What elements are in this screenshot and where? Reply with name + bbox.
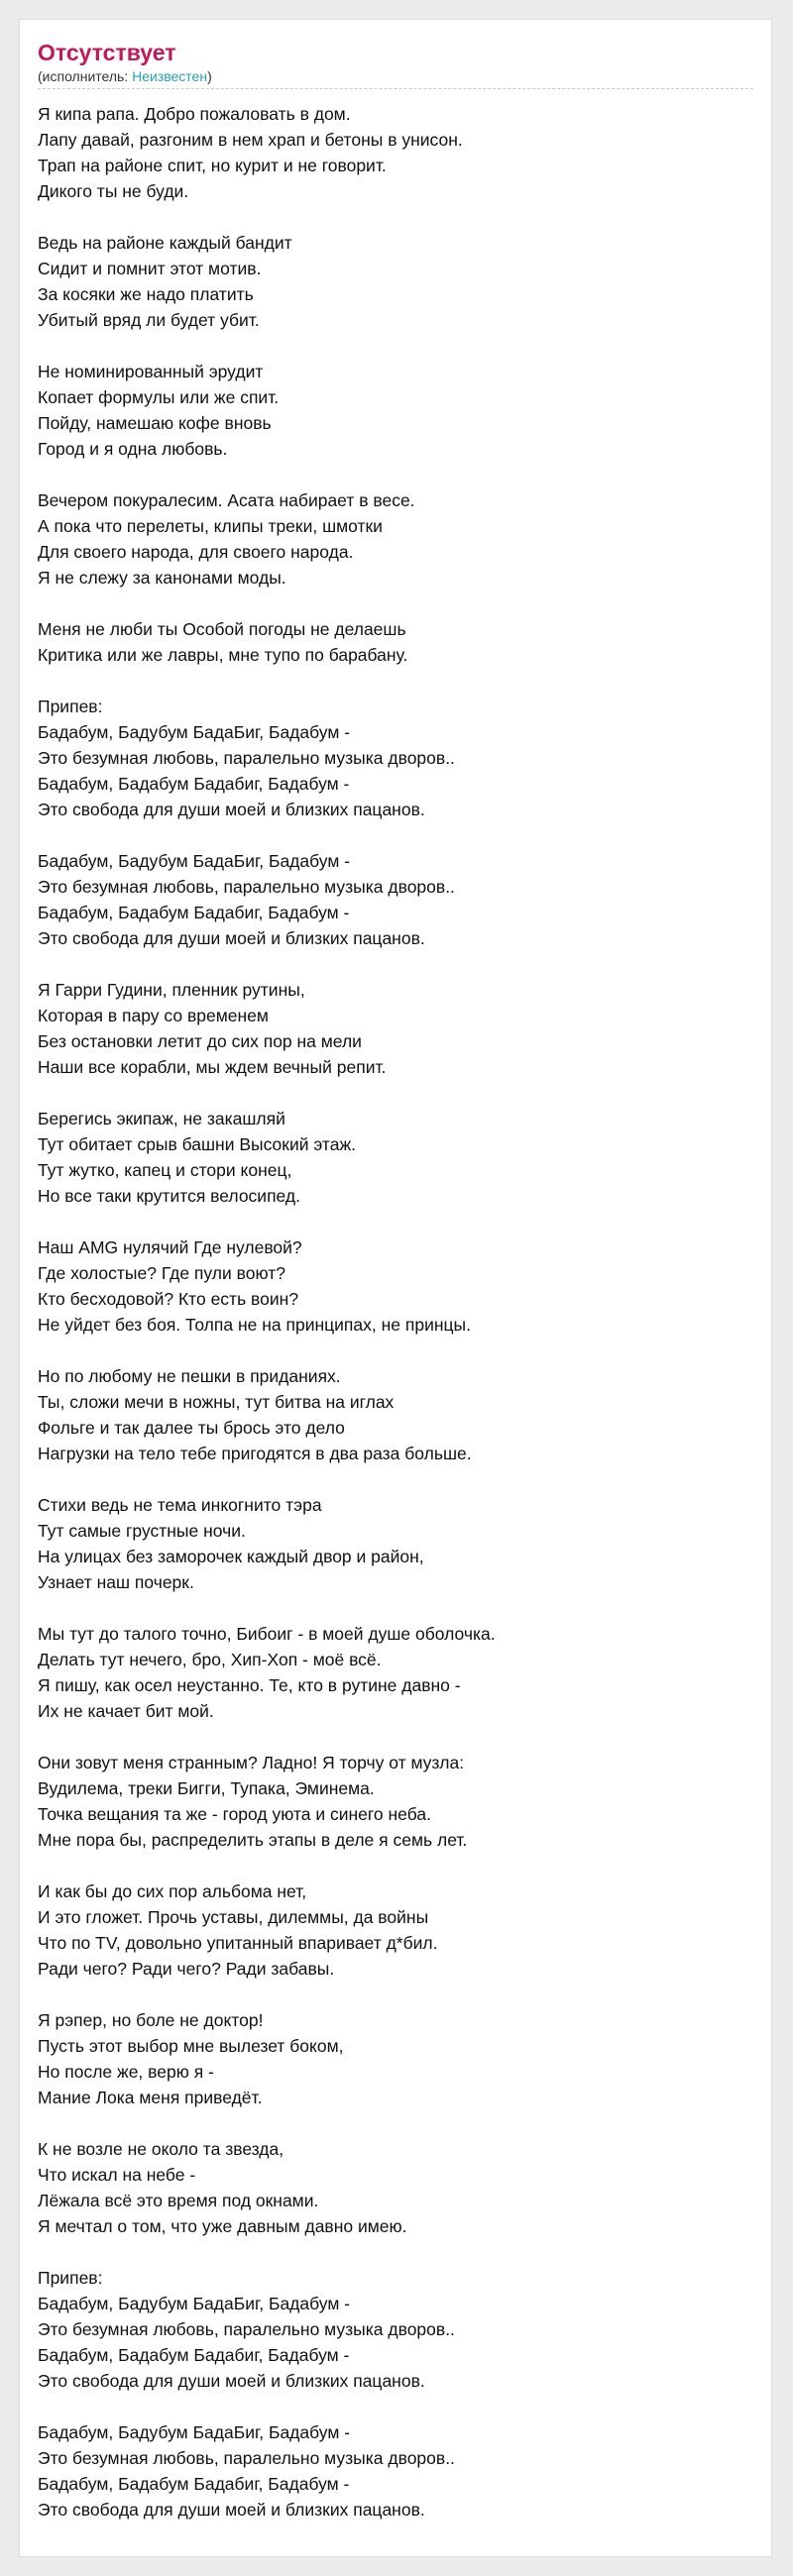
lyrics-stanza (38, 848, 753, 951)
lyrics-stanza (38, 101, 753, 204)
lyrics-line: Бадабум, Бадубум БадаБиг, Бадабум - (38, 851, 351, 871)
lyrics-line: Я Гарри Гудини, пленник рутины, (38, 980, 305, 1000)
lyrics-stanza (38, 2419, 753, 2522)
lyrics-line: Ради чего? Ради чего? Ради забавы. (38, 1959, 335, 1979)
lyrics-stanza (38, 2136, 753, 2239)
lyrics-line: Тут обитает срыв башни Высокий этаж. (38, 1134, 357, 1154)
song-title: Отсутствует (38, 40, 176, 65)
lyrics-line: Меня не люби ты Особой погоды не делаешь (38, 619, 406, 639)
lyrics-line: Бадабум, Бадубум БадаБиг, Бадабум - (38, 722, 351, 742)
lyrics-line: Наши все корабли, мы ждем вечный репит. (38, 1057, 387, 1077)
lyrics-line: А пока что перелеты, клипы треки, шмотки (38, 516, 383, 536)
lyrics-line: Не номинированный эрудит (38, 362, 264, 381)
lyrics-line: Ты, сложи мечи в ножны, тут битва на иглах (38, 1392, 395, 1412)
lyrics-line: Город и я одна любовь. (38, 439, 228, 459)
lyrics-line: Что по TV, довольно упитанный впаривает д*бил. (38, 1933, 438, 1953)
lyrics-stanza (38, 2265, 753, 2394)
lyrics-line: Припев: (38, 697, 103, 716)
lyrics-line: Мне пора бы, распределить этапы в деле я семь лет. (38, 1830, 468, 1850)
lyrics-stanza (38, 1234, 753, 1338)
lyrics-stanza (38, 359, 753, 462)
lyrics-line: Которая в пару со временем (38, 1006, 269, 1025)
lyrics-line: Припев: (38, 2268, 103, 2288)
lyrics-line: Наш AMG нулячий Где нулевой? (38, 1237, 302, 1257)
lyrics-line: Где холостые? Где пули воют? (38, 1263, 285, 1283)
artist-prefix: (исполнитель: (38, 68, 133, 84)
lyrics-stanza (38, 487, 753, 590)
lyrics-line: Фольге и так далее ты брось это дело (38, 1418, 345, 1438)
lyrics-stanza (38, 1363, 753, 1466)
lyrics-line: Бадабум, Бадубум БадаБиг, Бадабум - (38, 2294, 351, 2313)
lyrics-line: Я кипа рапа. Добро пожаловать в дом. (38, 104, 351, 124)
artist-line (38, 67, 753, 89)
lyrics-stanza (38, 230, 753, 333)
lyrics-stanza (38, 1878, 753, 1982)
lyrics-line: Бадабум, Бадабум Бадабиг, Бадабум - (38, 2474, 350, 2494)
lyrics-line: Но после же, верю я - (38, 2062, 214, 2082)
lyrics-line: Это свобода для души моей и близких пацанов. (38, 2371, 425, 2391)
lyrics-line: Вудилема, треки Бигги, Тупака, Эминема. (38, 1778, 375, 1798)
lyrics-line: Мание Лока меня приведёт. (38, 2088, 263, 2107)
lyrics-stanza (38, 1492, 753, 1595)
lyrics-stanza (38, 2007, 753, 2110)
lyrics-line: Но по любому не пешки в приданиях. (38, 1366, 341, 1386)
lyrics-line: Я рэпер, но боле не доктор! (38, 2010, 264, 2030)
lyrics-line: Нагрузки на тело тебе пригодятся в два раза больше. (38, 1444, 472, 1463)
lyrics-line: За косяки же надо платить (38, 284, 254, 304)
lyrics-line: Без остановки летит до сих пор на мели (38, 1031, 362, 1051)
lyrics-line: Тут самые грустные ночи. (38, 1521, 246, 1541)
lyrics-line: Это безумная любовь, паралельно музыка дворов.. (38, 2448, 455, 2468)
lyrics-line: Ведь на районе каждый бандит (38, 233, 292, 253)
lyrics-line: Я пишу, как осел неустанно. Те, кто в рутине давно - (38, 1675, 461, 1695)
lyrics-stanza (38, 1750, 753, 1853)
lyrics-line: Не уйдет без боя. Толпа не на принципах, не принцы. (38, 1315, 471, 1335)
lyrics-line: И как бы до сих пор альбома нет, (38, 1881, 307, 1901)
lyrics-stanza (38, 1621, 753, 1724)
lyrics-line: Это безумная любовь, паралельно музыка дворов.. (38, 877, 455, 897)
lyrics-stanza (38, 977, 753, 1080)
lyrics-line: Это свобода для души моей и близких пацанов. (38, 800, 425, 819)
lyrics-line: Это безумная любовь, паралельно музыка дворов.. (38, 748, 455, 768)
lyrics-line: Лёжала всё это время под окнами. (38, 2191, 319, 2210)
lyrics-line: Пусть этот выбор мне вылезет боком, (38, 2036, 344, 2056)
lyrics-stanza (38, 1106, 753, 1209)
lyrics-line: Дикого ты не буди. (38, 181, 189, 201)
lyrics-line: Делать тут нечего, бро, Хип-Хоп - моё всё. (38, 1650, 382, 1669)
lyrics-line: Но все таки крутится велосипед. (38, 1186, 300, 1206)
lyrics-line: Сидит и помнит этот мотив. (38, 259, 262, 278)
lyrics-line: Кто бесходовой? Кто есть воин? (38, 1289, 299, 1309)
lyrics-line: Точка вещания та же - город уюта и синего неба. (38, 1804, 431, 1824)
lyrics-line: Вечером покуралесим. Асата набирает в весе. (38, 490, 415, 510)
lyrics-line: Их не качает бит мой. (38, 1701, 214, 1721)
lyrics-body (38, 101, 753, 2522)
lyrics-line: К не возле не около та звезда, (38, 2139, 284, 2159)
lyrics-line: Лапу давай, разгоним в нем храп и бетоны в унисон. (38, 130, 463, 150)
lyrics-line: Берегись экипаж, не закашляй (38, 1109, 285, 1128)
lyrics-line: Тут жутко, капец и стори конец, (38, 1160, 292, 1180)
lyrics-line: Это безумная любовь, паралельно музыка дворов.. (38, 2319, 455, 2339)
lyrics-card (19, 19, 772, 2557)
lyrics-line: Это свобода для души моей и близких пацанов. (38, 2500, 425, 2520)
lyrics-line: Трап на районе спит, но курит и не говорит. (38, 156, 387, 175)
lyrics-line: Они зовут меня странным? Ладно! Я торчу от музла: (38, 1753, 465, 1772)
artist-link[interactable]: Неизвестен (132, 68, 208, 84)
lyrics-line: Критика или же лавры, мне тупо по барабану. (38, 645, 408, 665)
lyrics-stanza (38, 694, 753, 822)
artist-suffix: ) (207, 68, 212, 84)
lyrics-line: На улицах без заморочек каждый двор и район, (38, 1547, 424, 1566)
lyrics-line: Стихи ведь не тема инкогнито тэра (38, 1495, 322, 1515)
lyrics-line: Это свобода для души моей и близких пацанов. (38, 928, 425, 948)
lyrics-line: И это гложет. Прочь уставы, дилеммы, да войны (38, 1907, 429, 1927)
lyrics-line: Бадабум, Бадубум БадаБиг, Бадабум - (38, 2422, 351, 2442)
lyrics-line: Мы тут до талого точно, Бибоиг - в моей душе оболочка. (38, 1624, 496, 1644)
lyrics-line: Узнает наш почерк. (38, 1572, 194, 1592)
lyrics-line: Бадабум, Бадабум Бадабиг, Бадабум - (38, 774, 350, 794)
lyrics-line: Что искал на небе - (38, 2165, 196, 2185)
lyrics-line: Я мечтал о том, что уже давным давно имею. (38, 2216, 407, 2236)
lyrics-line: Я не слежу за канонами моды. (38, 568, 286, 588)
lyrics-stanza (38, 616, 753, 668)
lyrics-line: Копает формулы или же спит. (38, 387, 280, 407)
lyrics-line: Пойду, намешаю кофе вновь (38, 413, 272, 433)
lyrics-line: Бадабум, Бадабум Бадабиг, Бадабум - (38, 2345, 350, 2365)
lyrics-line: Убитый вряд ли будет убит. (38, 310, 260, 330)
lyrics-line: Бадабум, Бадабум Бадабиг, Бадабум - (38, 903, 350, 922)
lyrics-line: Для своего народа, для своего народа. (38, 542, 354, 562)
